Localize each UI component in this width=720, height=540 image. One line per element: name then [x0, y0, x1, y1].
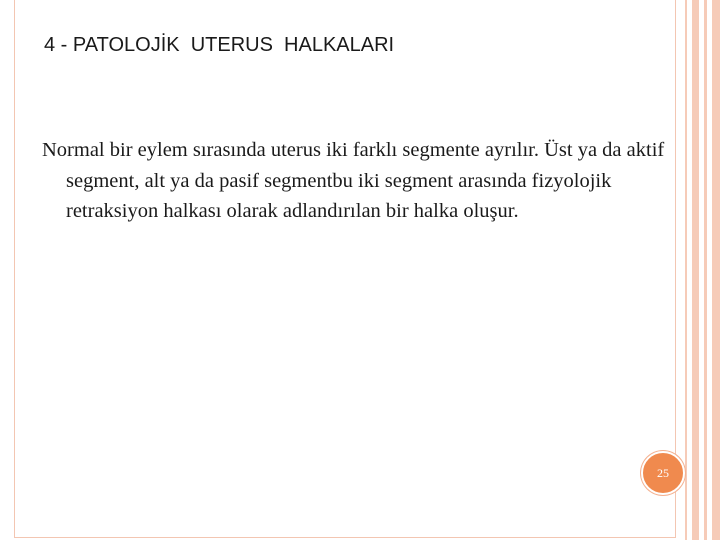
slide-title: 4 - PATOLOJİK UTERUS HALKALARI: [44, 34, 395, 56]
decorative-stripe: [712, 0, 720, 540]
page-number-badge: 25: [641, 451, 685, 495]
slide-frame: [14, 0, 676, 538]
decorative-stripe: [685, 0, 687, 540]
decorative-stripe: [692, 0, 699, 540]
slide-body-text: Normal bir eylem sırasında uterus iki farklı segmente ayrılır. Üst ya da aktif segment, alt ya da pasif segmentbu iki segment arasında fizyolojik retraksiyon halkası olarak adlandırılan bir halka oluşur.: [42, 139, 665, 222]
decorative-stripe: [704, 0, 707, 540]
